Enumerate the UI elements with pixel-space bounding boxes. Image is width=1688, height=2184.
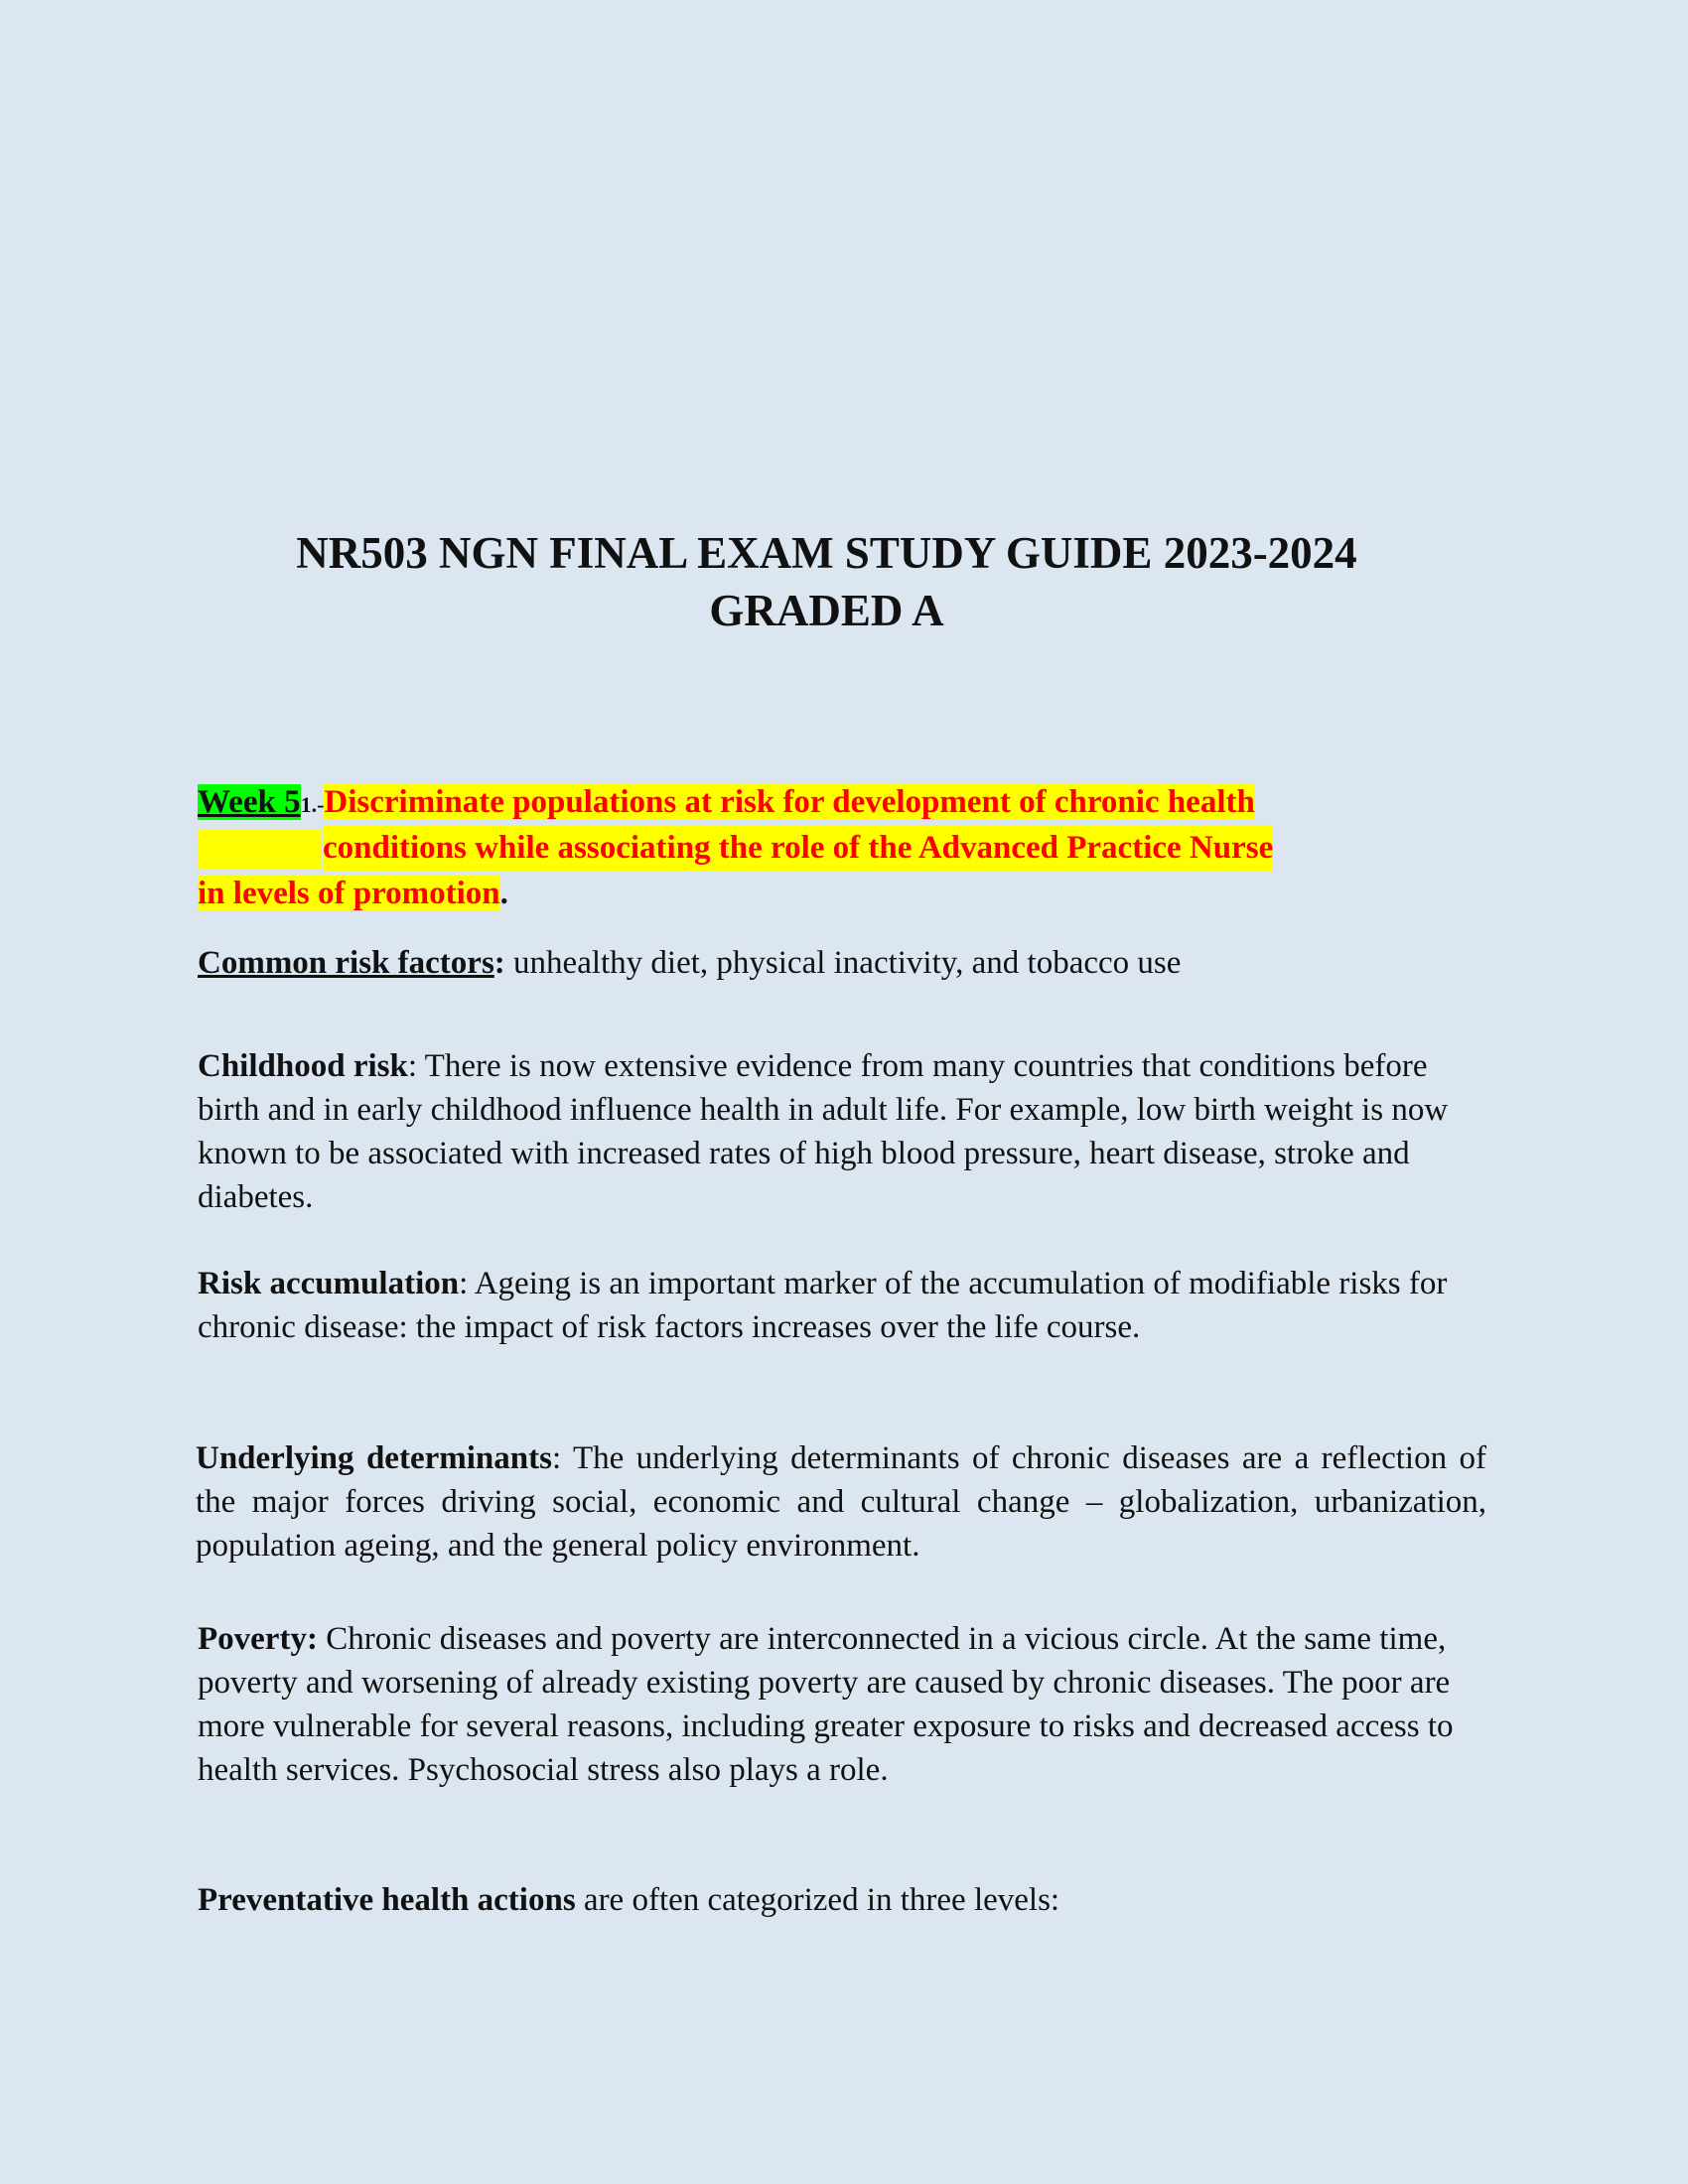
learning-objective	[198, 779, 1478, 916]
childhood-risk	[198, 1044, 1488, 1219]
common-risk-colon: :	[493, 945, 505, 981]
common-risk-factors	[198, 941, 1508, 985]
preventative-health-actions	[198, 1878, 1508, 1922]
underlying-determinants-heading: Underlying determinants	[196, 1440, 552, 1476]
common-risk-heading: Common risk factors	[198, 945, 494, 981]
risk-accumulation-heading: Risk accumulation	[198, 1266, 460, 1301]
preventative-heading: Preventative health actions	[198, 1882, 576, 1918]
poverty-heading: Poverty:	[198, 1621, 318, 1657]
risk-accumulation-text: : Ageing is an important marker of the accumulation of modifiable risks for chronic disease: the impact of risk factors increases over the life course.	[198, 1266, 1448, 1345]
objective-line-2	[198, 825, 1478, 871]
poverty	[198, 1617, 1523, 1792]
title-line-1: NR503 NGN FINAL EXAM STUDY GUIDE 2023-2024	[296, 528, 1357, 578]
week-label: Week 5	[198, 784, 301, 820]
objective-text-line-3: in levels of promotion	[198, 876, 500, 911]
objective-text-line-2: conditions while associating the role of the Advanced Practice Nurse	[323, 825, 1273, 871]
preventative-text: are often categorized in three levels:	[575, 1882, 1060, 1918]
underlying-determinants-text: : The underlying determinants of chronic diseases are a reflection of the major forces driving social, economic and cultural change – globalization, urbanization, population ageing, and the general policy environment.	[196, 1440, 1487, 1564]
objective-line-1	[198, 779, 1478, 825]
childhood-risk-heading: Childhood risk	[198, 1048, 408, 1084]
objective-number: 1.-	[300, 792, 325, 817]
poverty-text: Chronic diseases and poverty are interconnected in a vicious circle. At the same time, poverty and worsening of already existing poverty are caused by chronic diseases. The poor are more vulnerable for several reasons, including greater exposure to risks and decreased access to health services. Psychosocial stress also plays a role.	[198, 1621, 1454, 1788]
objective-line-3	[198, 871, 1478, 916]
document-title	[0, 524, 1653, 639]
risk-accumulation	[198, 1262, 1469, 1349]
highlight-indent	[198, 830, 321, 870]
objective-period: .	[499, 876, 508, 911]
childhood-risk-text: : There is now extensive evidence from many countries that conditions before birth and in early childhood influence health in adult life. For example, low birth weight is now known to be associated with increased rates of high blood pressure, heart disease, stroke and diabetes.	[198, 1048, 1449, 1215]
underlying-determinants	[196, 1436, 1486, 1568]
common-risk-text: unhealthy diet, physical inactivity, and tobacco use	[504, 945, 1182, 981]
objective-text-line-1: Discriminate populations at risk for development of chronic health	[324, 784, 1255, 820]
title-line-2: GRADED A	[709, 586, 944, 635]
